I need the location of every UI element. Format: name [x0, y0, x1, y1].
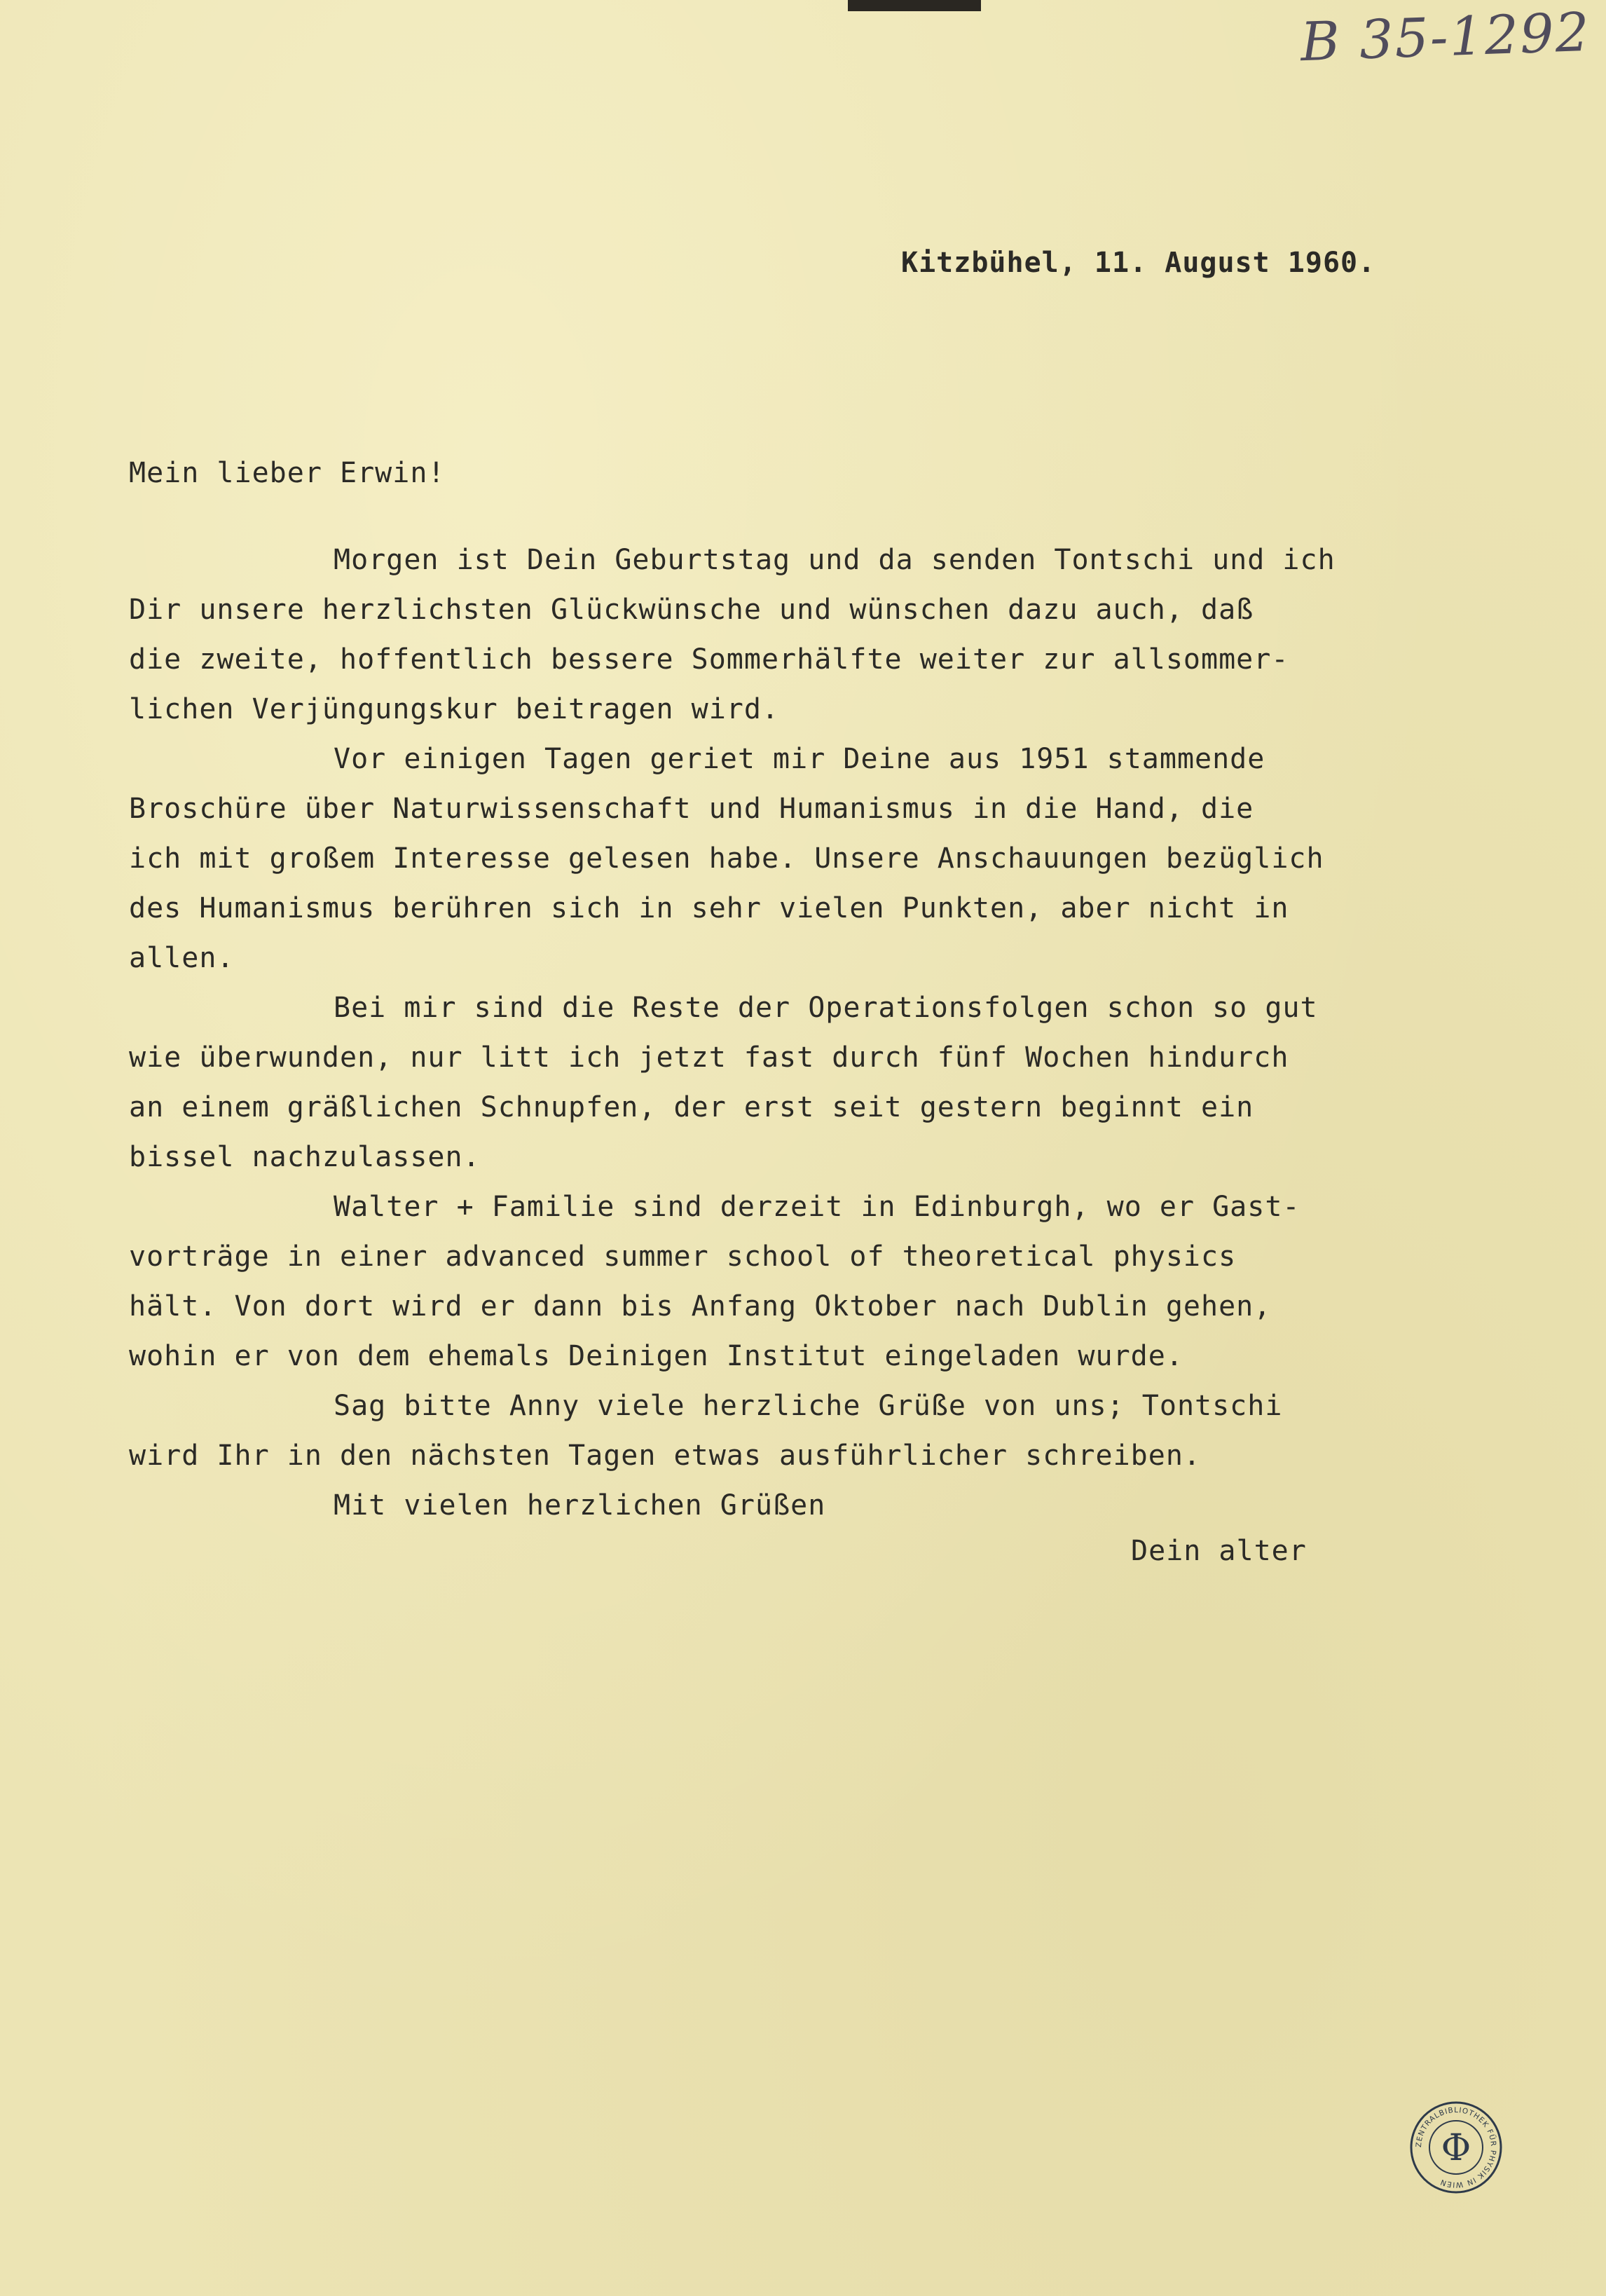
body-line: Walter + Familie sind derzeit in Edinburgh, wo er Gast-: [334, 1191, 1300, 1223]
stamp-text: ZENTRALBIBLIOTHEK FÜR PHYSIK IN WIEN: [1414, 2105, 1498, 2189]
body-line: Broschüre über Naturwissenschaft und Humanismus in die Hand, die: [129, 793, 1254, 825]
body-line: allen.: [129, 942, 235, 974]
archive-number: B 35-1292: [1299, 0, 1592, 74]
signature: Dein alter: [1131, 1535, 1307, 1567]
stamp-symbol: Φ: [1441, 2127, 1471, 2169]
body-line: vorträge in einer advanced summer school of theoretical physics: [129, 1241, 1237, 1273]
body-line: lichen Verjüngungskur beitragen wird.: [129, 693, 780, 725]
body-line: Bei mir sind die Reste der Operationsfolgen schon so gut: [334, 992, 1318, 1024]
library-stamp: [1408, 2100, 1504, 2195]
body-line: des Humanismus berühren sich in sehr vielen Punkten, aber nicht in: [129, 892, 1289, 924]
salutation: Mein lieber Erwin!: [129, 457, 446, 489]
body-line: Mit vielen herzlichen Grüßen: [334, 1489, 826, 1522]
body-line: Dir unsere herzlichsten Glückwünsche und wünschen dazu auch, daß: [129, 594, 1254, 626]
body-line: wohin er von dem ehemals Deinigen Institut eingeladen wurde.: [129, 1340, 1183, 1372]
top-edge-mark: [848, 0, 981, 11]
dateline: Kitzbühel, 11. August 1960.: [901, 247, 1376, 279]
body-line: hält. Von dort wird er dann bis Anfang Oktober nach Dublin gehen,: [129, 1290, 1272, 1323]
body-line: Vor einigen Tagen geriet mir Deine aus 1951 stammende: [334, 743, 1265, 775]
body-line: bissel nachzulassen.: [129, 1141, 481, 1173]
body-line: wie überwunden, nur litt ich jetzt fast durch fünf Wochen hindurch: [129, 1041, 1289, 1074]
body-line: die zweite, hoffentlich bessere Sommerhälfte weiter zur allsommer-: [129, 643, 1289, 676]
body-line: wird Ihr in den nächsten Tagen etwas ausführlicher schreiben.: [129, 1440, 1202, 1472]
body-line: Morgen ist Dein Geburtstag und da senden Tontschi und ich: [334, 544, 1336, 576]
body-line: an einem gräßlichen Schnupfen, der erst seit gestern beginnt ein: [129, 1091, 1254, 1123]
body-line: Sag bitte Anny viele herzliche Grüße von uns; Tontschi: [334, 1390, 1283, 1422]
body-line: ich mit großem Interesse gelesen habe. Unsere Anschauungen bezüglich: [129, 842, 1324, 875]
